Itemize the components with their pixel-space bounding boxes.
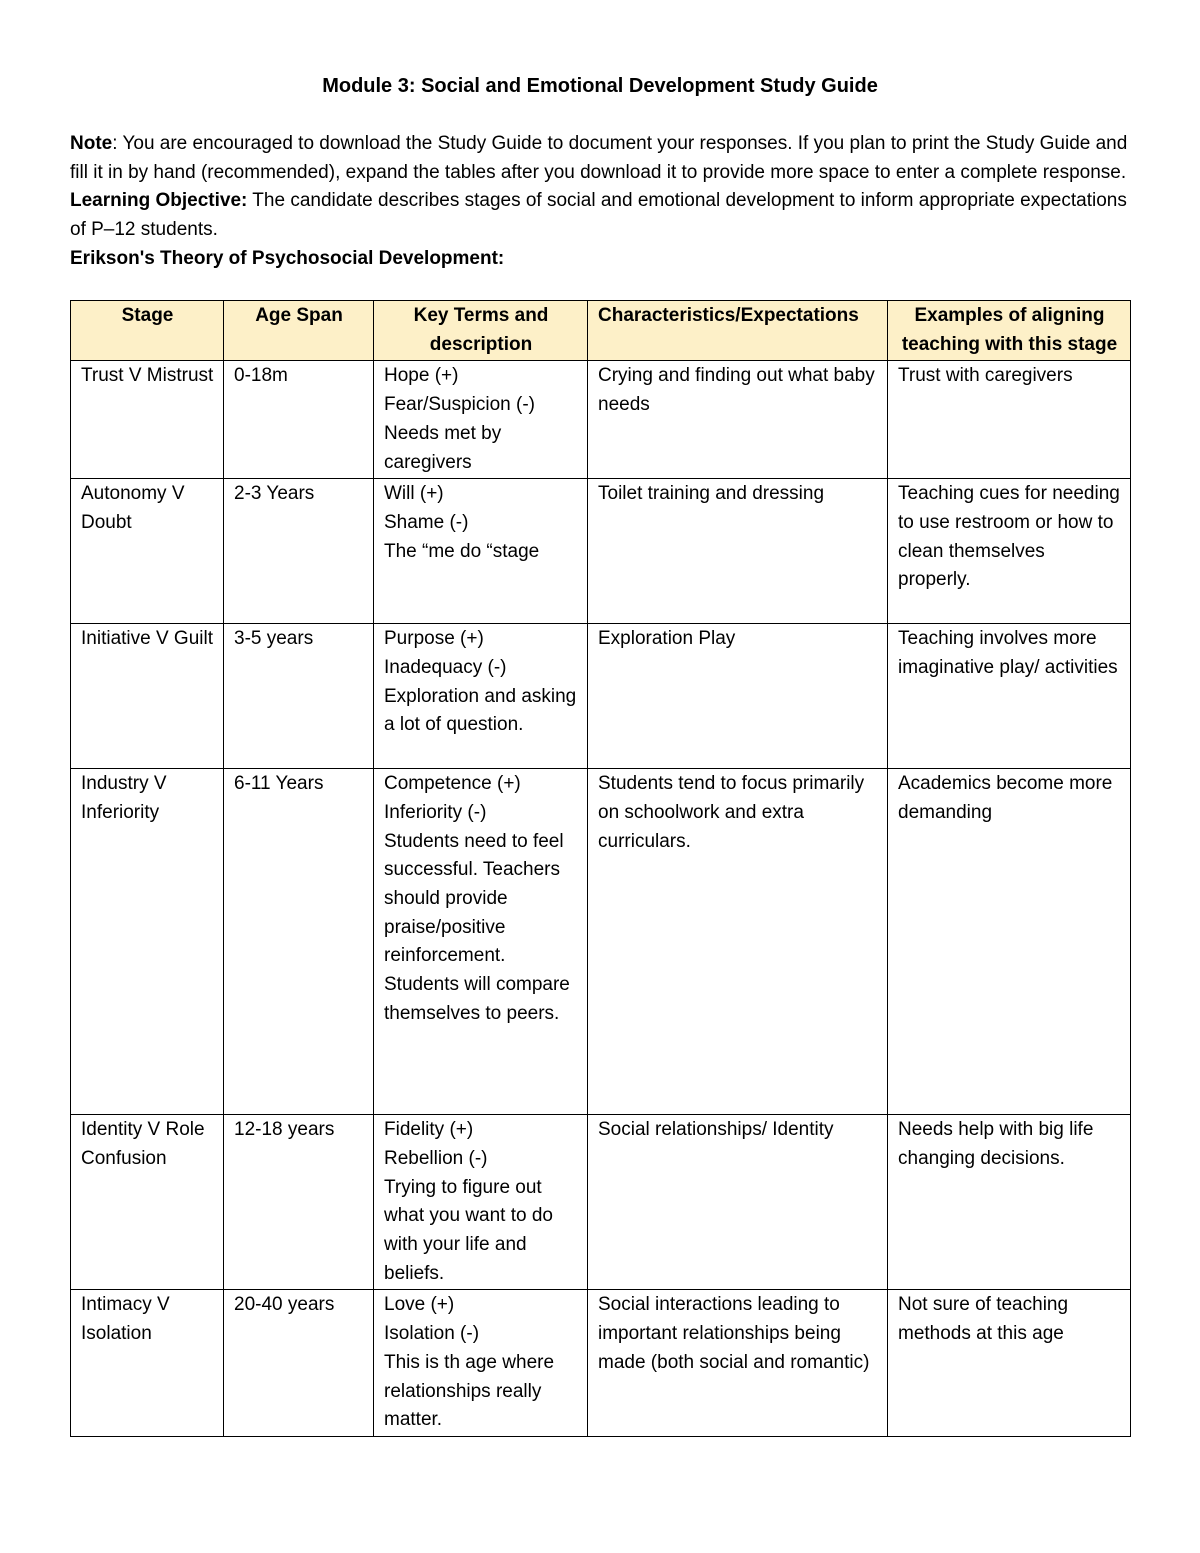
key-terms-cell [374,361,588,479]
age-span-cell: 6-11 Years [224,769,374,1115]
examples-cell: Teaching cues for needing to use restroom or how to clean themselves properly. [888,479,1131,624]
key-term-positive: Hope (+) [384,365,459,387]
table-row [71,1115,1131,1290]
header-characteristics: Characteristics/Expectations [588,301,888,361]
key-term-description: Exploration and asking a lot of question. [384,685,577,736]
key-terms-cell [374,1290,588,1437]
erikson-stages-table [70,300,1131,1437]
key-term-negative: Inferiority (-) [384,801,487,823]
key-terms-cell [374,479,588,624]
examples-cell: Teaching involves more imaginative play/ activities [888,624,1131,769]
key-term-positive: Competence (+) [384,773,521,795]
age-span-cell: 0-18m [224,361,374,479]
table-row [71,769,1131,1115]
table-row [71,624,1131,769]
key-term-positive: Love (+) [384,1294,455,1316]
examples-cell: Not sure of teaching methods at this age [888,1290,1131,1437]
examples-cell: Needs help with big life changing decisions. [888,1115,1131,1290]
characteristics-cell: Students tend to focus primarily on schoolwork and extra curriculars. [588,769,888,1115]
table-header-row [71,301,1131,361]
key-term-description: Students need to feel successful. Teachers should provide praise/positive reinforcement. Students will compare themselves to peers. [384,830,570,1024]
key-term-description: Needs met by caregivers [384,422,502,473]
objective-label: Learning Objective: [70,190,248,212]
key-term-negative: Inadequacy (-) [384,656,507,678]
section-heading: Erikson's Theory of Psychosocial Development: [70,247,505,269]
header-stage: Stage [71,301,224,361]
key-term-positive: Will (+) [384,483,444,505]
objective-text: The candidate describes stages of social and emotional development to inform appropriate expectations of P–12 students. [70,190,1127,241]
examples-cell: Academics become more demanding [888,769,1131,1115]
key-term-negative: Isolation (-) [384,1323,480,1345]
note-label: Note [70,133,113,154]
stage-cell: Trust V Mistrust [71,361,224,479]
stage-cell: Autonomy V Doubt [71,479,224,624]
header-age-span: Age Span [224,301,374,361]
key-term-description: The “me do “stage [384,540,540,562]
characteristics-cell: Social relationships/ Identity [588,1115,888,1290]
intro-block [70,130,1140,274]
age-span-cell: 3-5 years [224,624,374,769]
key-term-negative: Fear/Suspicion (-) [384,394,535,416]
header-key-terms: Key Terms and description [374,301,588,361]
key-term-description: This is th age where relationships really matter. [384,1351,555,1431]
characteristics-cell: Social interactions leading to important relationships being made (both social and romantic) [588,1290,888,1437]
table-row [71,479,1131,624]
note-paragraph [70,130,1140,187]
characteristics-cell: Exploration Play [588,624,888,769]
age-span-cell: 12-18 years [224,1115,374,1290]
stage-cell: Identity V Role Confusion [71,1115,224,1290]
table-row [71,1290,1131,1437]
table-row [71,361,1131,479]
key-term-positive: Purpose (+) [384,628,484,650]
age-span-cell: 2-3 Years [224,479,374,624]
header-examples: Examples of aligning teaching with this stage [888,301,1131,361]
characteristics-cell: Toilet training and dressing [588,479,888,624]
key-terms-cell [374,769,588,1115]
key-term-negative: Rebellion (-) [384,1147,488,1169]
age-span-cell: 20-40 years [224,1290,374,1437]
key-term-negative: Shame (-) [384,511,469,533]
examples-cell: Trust with caregivers [888,361,1131,479]
characteristics-cell: Crying and finding out what baby needs [588,361,888,479]
key-terms-cell [374,624,588,769]
stage-cell: Initiative V Guilt [71,624,224,769]
note-text: : You are encouraged to download the Study Guide to document your responses. If you plan to print the Study Guide and fill it in by hand (recommended), expand the tables after you download it to provide more space to enter a complete response. [70,133,1128,183]
stage-cell: Intimacy V Isolation [71,1290,224,1437]
key-terms-cell [374,1115,588,1290]
page-title: Module 3: Social and Emotional Development Study Guide [322,75,878,97]
key-term-positive: Fidelity (+) [384,1119,474,1141]
stage-cell: Industry V Inferiority [71,769,224,1115]
objective-paragraph [70,187,1140,244]
key-term-description: Trying to figure out what you want to do with your life and beliefs. [384,1176,553,1284]
